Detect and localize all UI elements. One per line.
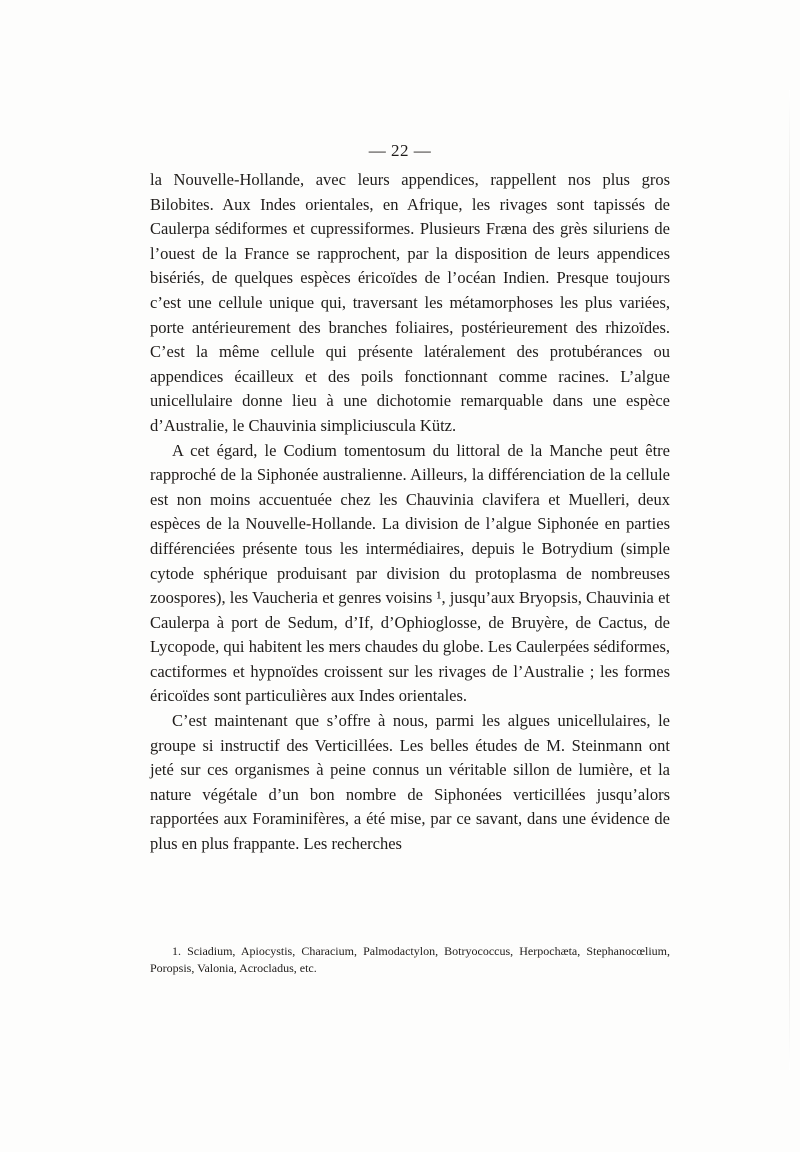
body-text <box>150 168 670 857</box>
footnote <box>150 943 670 976</box>
footnote-1: 1. Sciadium, Apiocystis, Characium, Palmodactylon, Botryococcus, Herpochæta, Stephanocœlium, Poropsis, Valonia, Acrocladus, etc. <box>150 944 670 975</box>
page-number: — 22 — <box>368 141 432 160</box>
paragraph-1: la Nouvelle-Hollande, avec leurs appendices, rappellent nos plus gros Bilobites. Aux Indes orientales, en Afrique, les rivages sont tapissés de Caulerpa sédiformes et cupressiformes. Plusieurs Fræna des grès siluriens de l’ouest de la France se rapprochent, par la disposition de leurs appendices bisériés, de quelques espèces éricoïdes de l’océan Indien. Presque toujours c’est une cellule unique qui, traversant les métamorphoses les plus variées, porte antérieurement des branches foliaires, postérieurement des rhizoïdes. C’est la même cellule qui présente latéralement des protubérances ou appendices écailleux et des poils fonctionnant comme racines. L’algue unicellulaire donne lieu à une dichotomie remarquable dans une espèce d’Australie, le Chauvinia simpliciuscula Kütz. <box>150 170 670 435</box>
paragraph-2: A cet égard, le Codium tomentosum du littoral de la Manche peut être rapproché de la Siphonée australienne. Ailleurs, la différenciation de la cellule est non moins accuentuée chez les Chauvinia clavifera et Muelleri, deux espèces de la Nouvelle-Hollande. La division de l’algue Siphonée en parties différenciées présente tous les intermédiaires, depuis le Botrydium (simple cytode sphérique produisant par division du protoplasma de nombreuses zoospores), les Vaucheria et genres voisins ¹, jusqu’aux Bryopsis, Chauvinia et Caulerpa à port de Sedum, d’If, d’Ophioglosse, de Bruyère, de Cactus, de Lycopode, qui habitent les mers chaudes du globe. Les Caulerpées sédiformes, cactiformes et hypnoïdes croissent sur les rivages de l’Australie ; les formes éricoïdes sont particulières aux Indes orientales. <box>150 440 670 706</box>
page-edge-shadow <box>789 90 790 1070</box>
paragraph-3: C’est maintenant que s’offre à nous, parmi les algues unicellulaires, le groupe si instructif des Verticillées. Les belles études de M. Steinmann ont jeté sur ces organismes à peine connus un véritable sillon de lumière, et la nature végétale d’un bon nombre de Siphonées verticillées jusqu’alors rapportées aux Foraminifères, a été mise, par ce savant, dans une évidence de plus en plus frappante. Les recherches <box>150 711 670 854</box>
